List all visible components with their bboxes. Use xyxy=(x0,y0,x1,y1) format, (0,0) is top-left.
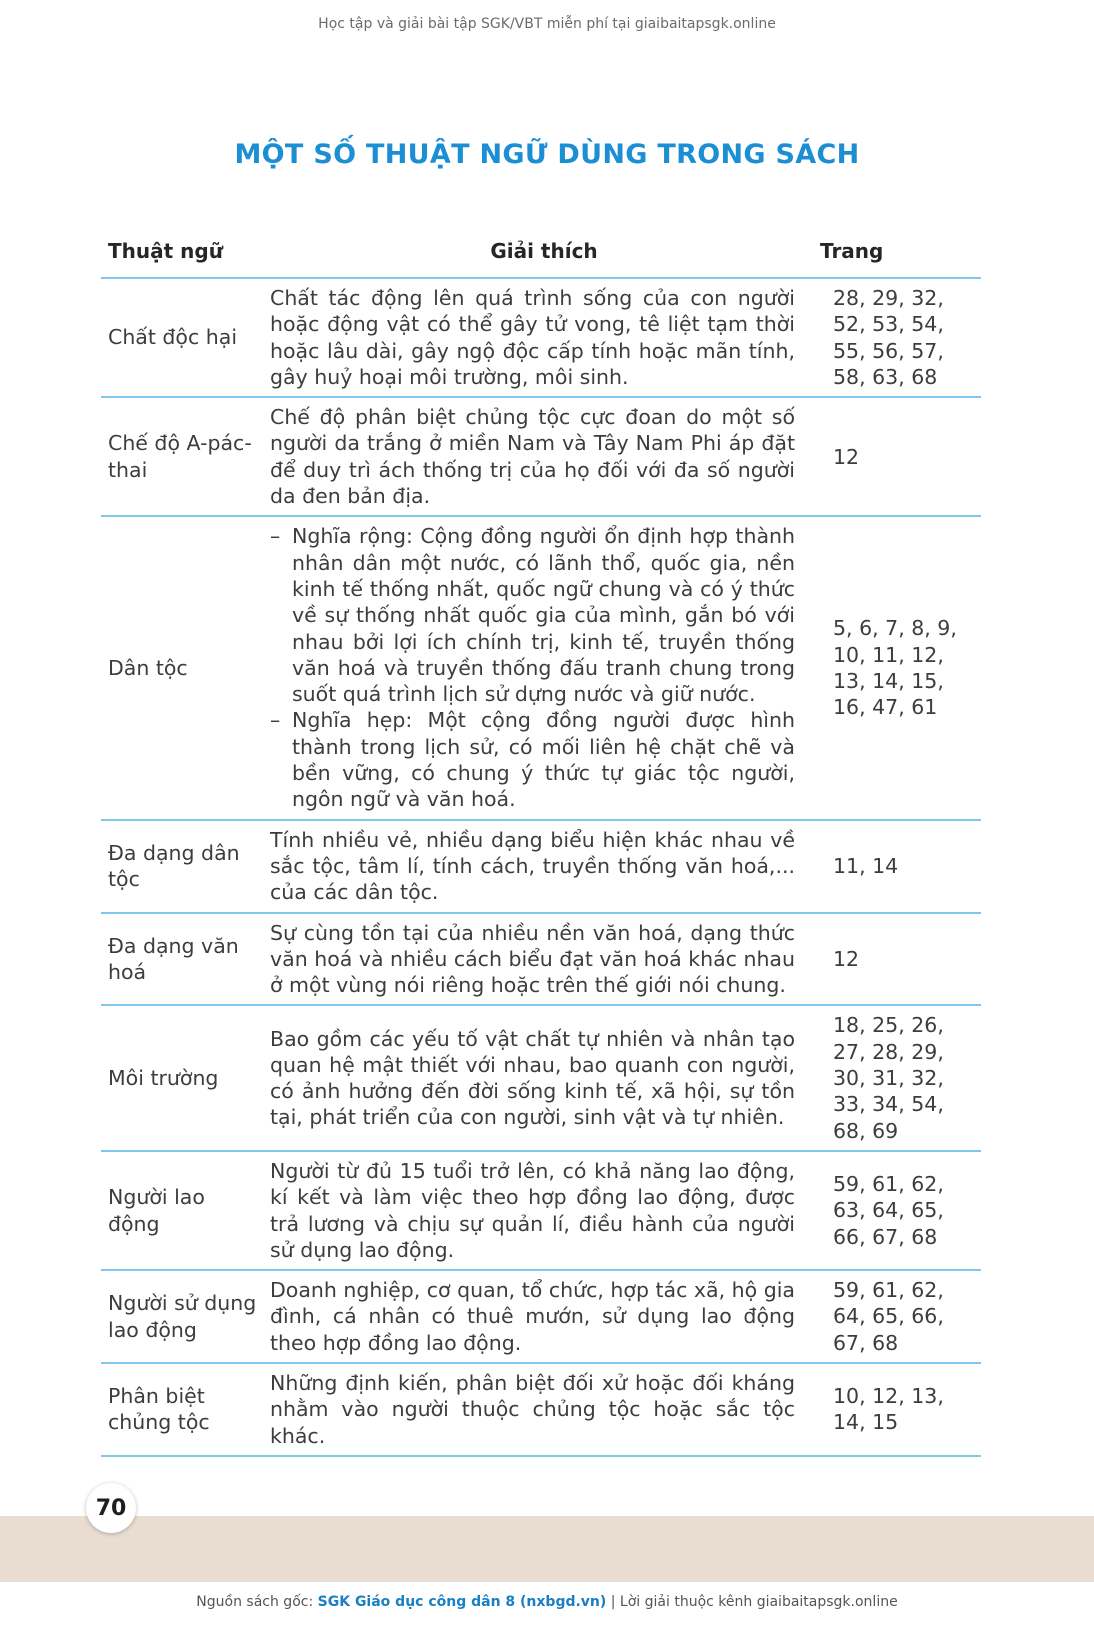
table-header-row xyxy=(101,223,981,278)
pages-cell: 12 xyxy=(813,913,981,1006)
table-row xyxy=(101,278,981,397)
explanation-cell: Tính nhiều vẻ, nhiều dạng biểu hiện khác nhau về sắc tộc, tâm lí, tính cách, truyền thống văn hoá,... của các dân tộc. xyxy=(268,820,813,913)
top-source-note: Học tập và giải bài tập SGK/VBT miễn phí tại giaibaitapsgk.online xyxy=(318,16,776,32)
page-title: MỘT SỐ THUẬT NGỮ DÙNG TRONG SÁCH xyxy=(234,139,860,170)
pages-cell: 11, 14 xyxy=(813,820,981,913)
explanation-cell: Chế độ phân biệt chủng tộc cực đoan do một số người da trắng ở miền Nam và Tây Nam Phi áp đặt để duy trì ách thống trị của họ đối với đa số người da đen bản địa. xyxy=(268,397,813,516)
column-header-explanation: Giải thích xyxy=(268,223,813,278)
pages-cell: 10, 12, 13, 14, 15 xyxy=(813,1363,981,1456)
footer-band xyxy=(0,1516,1094,1582)
explanation-cell: Bao gồm các yếu tố vật chất tự nhiên và nhân tạo quan hệ mật thiết với nhau, bao quanh con người, có ảnh hưởng đến đời sống kinh tế, xã hội, sự tồn tại, phát triển của con người, sinh vật và tự nhiên. xyxy=(268,1005,813,1150)
explanation-list-item: – Nghĩa hẹp: Một cộng đồng người được hình thành trong lịch sử, có mối liên hệ chặt chẽ và bền vững, có chung ý thức tự giác tộc người, ngôn ngữ và văn hoá. xyxy=(270,707,795,812)
pages-cell: 18, 25, 26, 27, 28, 29, 30, 31, 32, 33, 34, 54, 68, 69 xyxy=(813,1005,981,1150)
source-book-link[interactable]: SGK Giáo dục công dân 8 (nxbgd.vn) xyxy=(317,1594,607,1610)
explanation-cell xyxy=(268,516,813,819)
term-cell: Đa dạng văn hoá xyxy=(101,913,268,1006)
glossary-table xyxy=(101,223,981,1457)
table-row xyxy=(101,1151,981,1270)
column-header-term: Thuật ngữ xyxy=(101,223,268,278)
table-row xyxy=(101,913,981,1006)
explanation-cell: Người từ đủ 15 tuổi trở lên, có khả năng lao động, kí kết và làm việc theo hợp đồng lao động, được trả lương và chịu sự quản lí, điều hành của người sử dụng lao động. xyxy=(268,1151,813,1270)
term-cell: Phân biệt chủng tộc xyxy=(101,1363,268,1456)
term-cell: Người lao động xyxy=(101,1151,268,1270)
pages-cell: 12 xyxy=(813,397,981,516)
column-header-pages: Trang xyxy=(813,223,981,278)
pages-cell: 5, 6, 7, 8, 9, 10, 11, 12, 13, 14, 15, 16, 47, 61 xyxy=(813,516,981,819)
table-row xyxy=(101,1363,981,1456)
term-cell: Đa dạng dân tộc xyxy=(101,820,268,913)
table-row xyxy=(101,820,981,913)
explanation-cell: Những định kiến, phân biệt đối xử hoặc đối kháng nhằm vào người thuộc chủng tộc hoặc sắc tộc khác. xyxy=(268,1363,813,1456)
explanation-cell: Doanh nghiệp, cơ quan, tổ chức, hợp tác xã, hộ gia đình, cá nhân có thuê mướn, sử dụng lao động theo hợp đồng lao động. xyxy=(268,1270,813,1363)
explanation-cell: Chất tác động lên quá trình sống của con người hoặc động vật có thể gây tử vong, tê liệt tạm thời hoặc lâu dài, gây ngộ độc cấp tính hoặc mãn tính, gây huỷ hoại môi trường, môi sinh. xyxy=(268,278,813,397)
explanation-list xyxy=(270,523,795,812)
term-cell: Người sử dụng lao động xyxy=(101,1270,268,1363)
table-row xyxy=(101,1270,981,1363)
table-row xyxy=(101,1005,981,1150)
pages-cell: 59, 61, 62, 63, 64, 65, 66, 67, 68 xyxy=(813,1151,981,1270)
pages-cell: 59, 61, 62, 64, 65, 66, 67, 68 xyxy=(813,1270,981,1363)
table-row xyxy=(101,516,981,819)
page-number: 70 xyxy=(86,1483,136,1533)
source-suffix: | Lời giải thuộc kênh giaibaitapsgk.online xyxy=(606,1594,898,1610)
explanation-cell: Sự cùng tồn tại của nhiều nền văn hoá, dạng thức văn hoá và nhiều cách biểu đạt văn hoá khác nhau ở một vùng nói riêng hoặc trên thế giới nói chung. xyxy=(268,913,813,1006)
source-prefix: Nguồn sách gốc: xyxy=(196,1594,318,1610)
term-cell: Môi trường xyxy=(101,1005,268,1150)
explanation-list-item: – Nghĩa rộng: Cộng đồng người ổn định hợp thành nhân dân một nước, có lãnh thổ, quốc gia, nền kinh tế thống nhất, quốc ngữ chung và có ý thức về sự thống nhất quốc gia của mình, gắn bó với nhau bởi lợi ích chính trị, kinh tế, truyền thống văn hoá và truyền thống đấu tranh chung trong suốt quá trình lịch sử dựng nước và giữ nước. xyxy=(270,523,795,707)
term-cell: Chất độc hại xyxy=(101,278,268,397)
term-cell: Chế độ A-pác-thai xyxy=(101,397,268,516)
bottom-source-note xyxy=(0,1594,1094,1610)
term-cell: Dân tộc xyxy=(101,516,268,819)
pages-cell: 28, 29, 32, 52, 53, 54, 55, 56, 57, 58, 63, 68 xyxy=(813,278,981,397)
table-row xyxy=(101,397,981,516)
